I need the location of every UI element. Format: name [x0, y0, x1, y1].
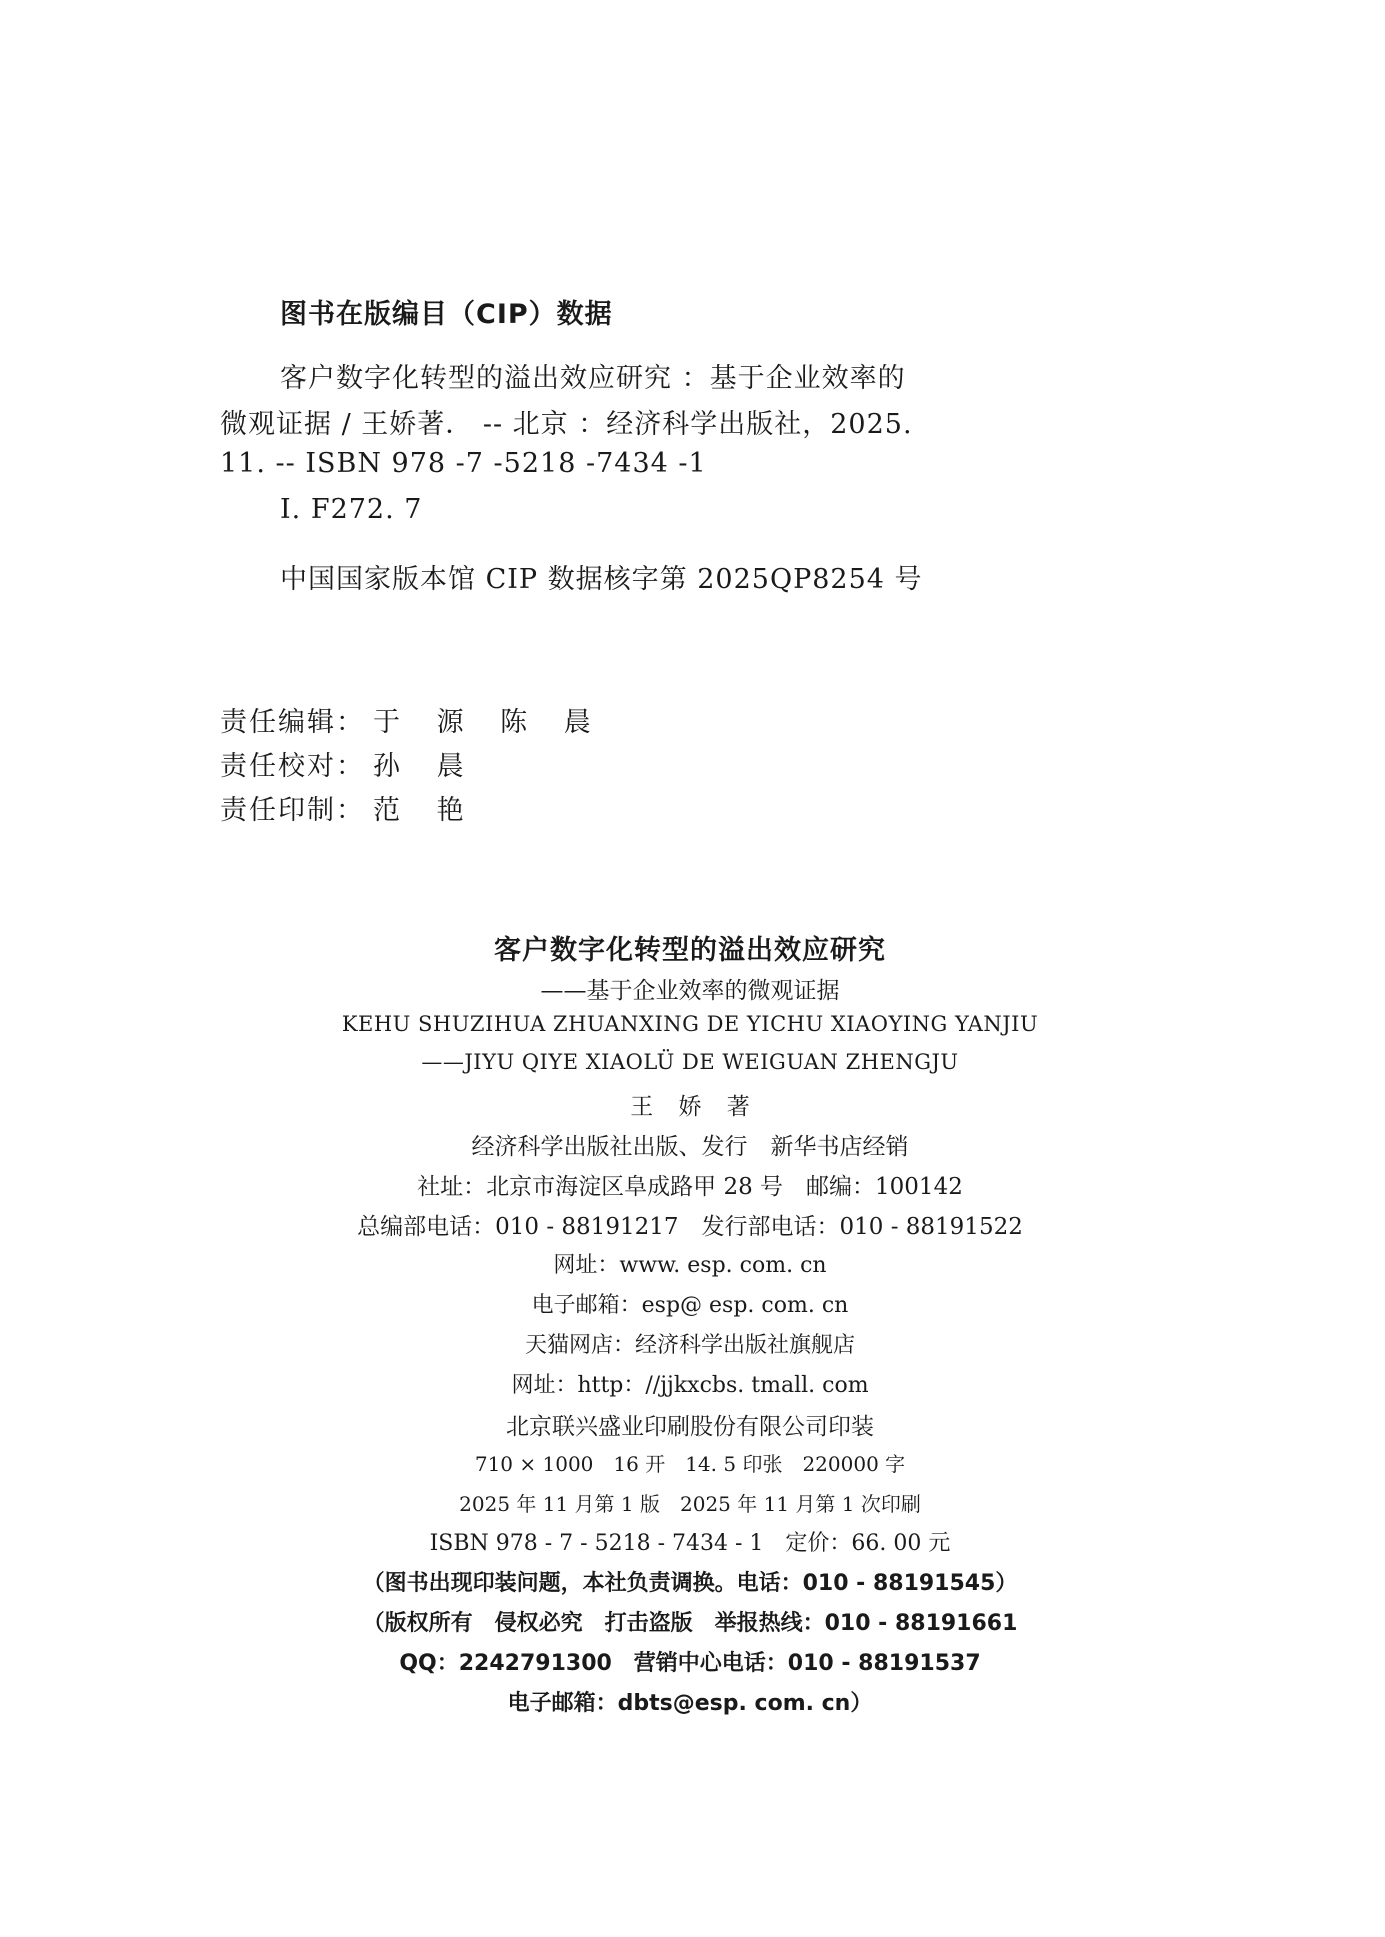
colophon-spec: 710 × 1000 16 开 14. 5 印张 220000 字 — [474, 1452, 906, 1476]
colophon-tmall-url: 网址：http：//jjkxcbs. tmall. com — [511, 1373, 869, 1398]
colophon-address: 社址：北京市海淀区阜成路甲 28 号 邮编：100142 — [417, 1174, 963, 1200]
colophon-phones: 总编部电话：010 - 88191217 发行部电话：010 - 88191522 — [357, 1214, 1023, 1240]
colophon-website: 网址：www. esp. com. cn — [553, 1253, 827, 1278]
cip-classification-line: Ⅰ. F272. 7 — [280, 494, 423, 525]
cip-heading: 图书在版编目（CIP）数据 — [280, 299, 613, 330]
responsible-printing — [220, 788, 466, 827]
colophon-notice-qq: QQ：2242791300 营销中心电话：010 - 88191537 — [399, 1651, 981, 1676]
colophon-title: 客户数字化转型的溢出效应研究 — [494, 935, 886, 966]
cip-record-number: 中国国家版本馆 CIP 数据核字第 2025QP8254 号 — [280, 564, 923, 595]
colophon-isbn-price: ISBN 978 - 7 - 5218 - 7434 - 1 定价：66. 00 元 — [429, 1531, 951, 1556]
colophon-tmall-store: 天猫网店：经济科学出版社旗舰店 — [524, 1333, 855, 1358]
colophon-notice-print-issues: （图书出现印装问题，本社负责调换。电话：010 - 88191545） — [362, 1571, 1018, 1596]
cip-isbn-line: 11. -- ISBN 978 -7 -5218 -7434 -1 — [220, 448, 707, 479]
colophon-edition: 2025 年 11 月第 1 版 2025 年 11 月第 1 次印刷 — [459, 1492, 921, 1516]
responsible-proofreader — [220, 744, 466, 783]
colophon-pinyin-title: KEHU SHUZIHUA ZHUANXING DE YICHU XIAOYING YANJIU — [341, 1012, 1039, 1036]
cip-title-line: 客户数字化转型的溢出效应研究 ：基于企业效率的 — [280, 363, 906, 394]
responsible-proofreader-label: 责任校对： — [220, 751, 365, 782]
responsible-printing-names: 范 艳 — [373, 795, 466, 826]
colophon-printer: 北京联兴盛业印刷股份有限公司印装 — [506, 1414, 874, 1440]
cip-author-publisher-line: 微观证据 / 王娇著． -- 北京 ：经济科学出版社，2025. — [220, 409, 913, 440]
responsible-editor-names: 于 源 陈 晨 — [373, 707, 593, 738]
colophon-notice-copyright: （版权所有 侵权必究 打击盗版 举报热线：010 - 88191661 — [362, 1611, 1018, 1636]
colophon-pinyin-subtitle: ——JIYU QIYE XIAOLÜ DE WEIGUAN ZHENGJU — [421, 1050, 959, 1074]
colophon-subtitle: ——基于企业效率的微观证据 — [540, 978, 840, 1004]
responsible-editor — [220, 700, 593, 739]
responsible-printing-label: 责任印制： — [220, 795, 365, 826]
colophon-email: 电子邮箱：esp@ esp. com. cn — [531, 1293, 849, 1318]
colophon-publisher: 经济科学出版社出版、发行 新华书店经销 — [471, 1134, 909, 1160]
colophon-author: 王 娇 著 — [630, 1094, 750, 1120]
colophon-notice-email: 电子邮箱：dbts@esp. com. cn） — [507, 1691, 873, 1716]
responsible-proofreader-names: 孙 晨 — [373, 751, 466, 782]
responsible-editor-label: 责任编辑： — [220, 707, 365, 738]
